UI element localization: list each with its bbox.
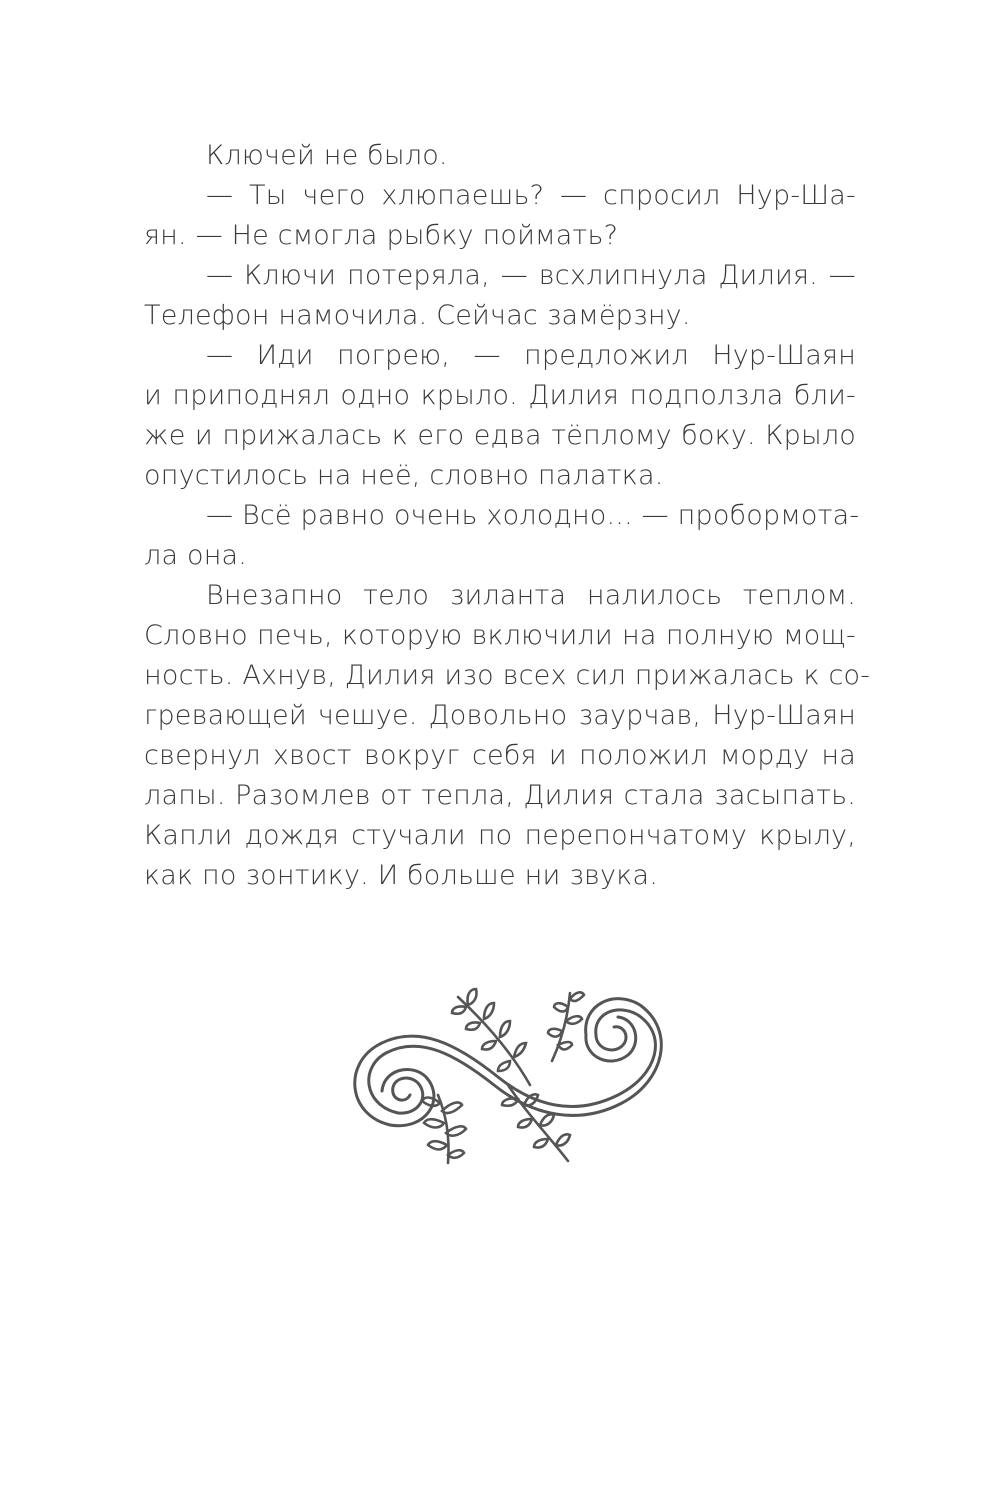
text-line: Внезапно тело зиланта налилось теплом. <box>206 580 856 611</box>
text-line: Капли дождя стучали по перепончатому крылу, <box>144 820 856 851</box>
floral-scroll-ornament-icon <box>338 985 680 1167</box>
text-line: же и прижалась к его едва тёплому боку. Крыло <box>144 420 856 451</box>
text-line: — Ключи потеряла, — всхлипнула Дилия. — <box>206 260 856 291</box>
text-line: лапы. Разомлев от тепла, Дилия стала засыпать. <box>144 780 856 811</box>
text-line: как по зонтику. И больше ни звука. <box>144 860 658 891</box>
text-line: Ключей не было. <box>206 140 448 171</box>
text-line: Телефон намочила. Сейчас замёрзну. <box>144 300 691 331</box>
text-line: ян. — Не смогла рыбку поймать? <box>144 220 619 251</box>
text-line: — Всё равно очень холодно... — пробормота- <box>206 500 860 531</box>
text-line: опустилось на неё, словно палатка. <box>144 460 664 491</box>
text-line: ность. Ахнув, Дилия изо всех сил прижалась к со- <box>144 660 871 691</box>
text-line: свернул хвост вокруг себя и положил морду на <box>144 740 856 771</box>
page-text <box>144 136 871 896</box>
text-line: ла она. <box>144 540 248 571</box>
text-line: и приподнял одно крыло. Дилия подползла бли- <box>144 380 856 411</box>
text-line: гревающей чешуе. Довольно заурчав, Нур-Шаян <box>144 700 856 731</box>
text-line: Словно печь, которую включили на полную мощ- <box>144 620 856 651</box>
text-line: — Иди погрею, — предложил Нур-Шаян <box>206 340 856 371</box>
text-line: — Ты чего хлюпаешь? — спросил Нур-Ша- <box>206 180 856 211</box>
